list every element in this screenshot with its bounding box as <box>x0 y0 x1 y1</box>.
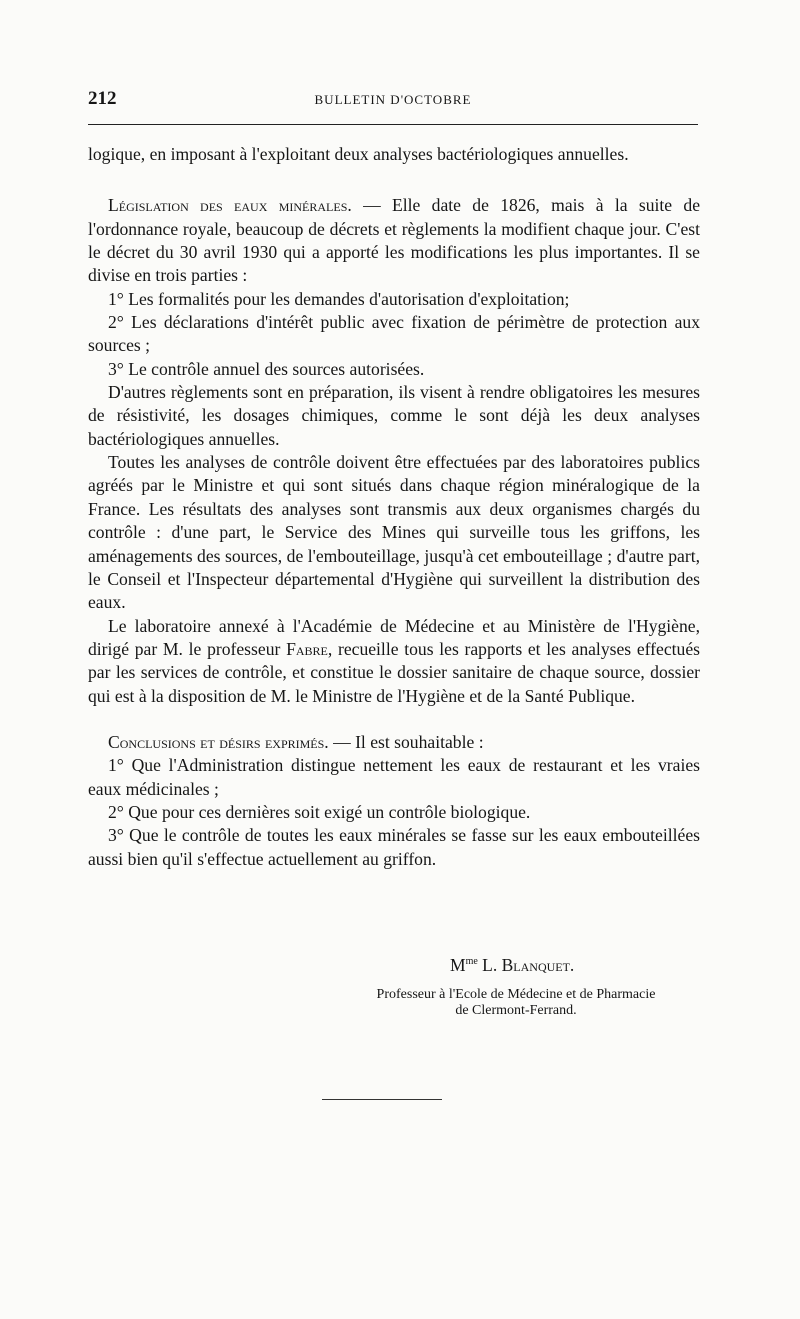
laboratory-text-start: Le laboratoire annexé à l'Académie de Médecine et au Ministère de l'Hygiène, dirigé par M. le professeur <box>88 615 700 659</box>
spacer <box>88 166 700 194</box>
list-item-3: 3° Le contrôle annuel des sources autorisées. <box>108 358 425 379</box>
conclusion-item-1: 1° Que l'Administration distingue nettement les eaux de restaurant et les vraies eaux médicinales ; <box>88 755 700 799</box>
conclusion-item-3: 3° Que le contrôle de toutes les eaux minérales se fasse sur les eaux embouteillées aussi bien qu'il s'effectue actuellement au griffon. <box>88 825 700 869</box>
section-heading-conclusions: Conclusions et désirs exprimés. <box>108 731 329 752</box>
conclusion-item-2: 2° Que pour ces dernières soit exigé un contrôle biologique. <box>108 801 531 822</box>
list-item-2: 2° Les déclarations d'intérêt public avec fixation de périmètre de protection aux sources ; <box>88 312 700 356</box>
list-item-1: 1° Les formalités pour les demandes d'autorisation d'exploitation; <box>108 288 570 309</box>
paragraph-other-rules: D'autres règlements sont en préparation, ils visent à rendre obligatoires les mesures de résistivité, les dosages chimiques, comme le sont déjà les deux analyses bactériologiques annuelles. <box>88 382 700 449</box>
author-title-sup: me <box>465 956 478 967</box>
end-rule <box>322 1099 442 1100</box>
professor-name: Fabre <box>286 638 328 659</box>
paragraph-laboratory <box>88 615 700 708</box>
author-initial: L. <box>482 955 498 975</box>
paragraph-intro: logique, en imposant à l'exploitant deux analyses bactériologiques annuelles. <box>88 144 629 164</box>
paragraph-legislation <box>88 194 700 287</box>
section-heading-legislation: Législation des eaux minérales. <box>108 195 352 216</box>
legislation-text: — Elle date de 1826, mais à la suite de l'ordonnance royale, beaucoup de décrets et règlements la modifient chaque jour. C'est le décret du 30 avril 1930 qui a apporté les modifications les plus importantes. Il se divise en trois parties : <box>88 195 700 286</box>
laboratory-text-end: , recueille tous les rapports et les analyses effectués par les services de contrôle, et constitue le dossier sanitaire de chaque source, dossier qui est à la disposition de M. le Ministre de l'Hygiène et de la Santé Publique. <box>88 638 700 706</box>
affiliation-line-1: Professeur à l'Ecole de Médecine et de Pharmacie <box>376 987 656 1002</box>
page-header <box>88 88 698 112</box>
author-title: $M^{me}$ <box>450 955 478 975</box>
author-signature <box>450 955 574 976</box>
author-surname: Blanquet. <box>501 955 575 975</box>
author-affiliation <box>300 987 732 1019</box>
page-number: 212 <box>88 88 117 109</box>
header-rule <box>88 124 698 125</box>
conclusions-text: — Il est souhaitable : <box>328 731 484 752</box>
running-title: BULLETIN D'OCTOBRE <box>314 92 472 107</box>
paragraph-conclusions <box>88 731 700 754</box>
paragraph-analyses: Toutes les analyses de contrôle doivent être effectuées par des laboratoires publics agréés par le Ministre et qui sont situés dans chaque région minéralogique de la France. Les résultats des analyses sont transmis aux deux organismes chargés du contrôle : d'une part, le Service des Mines qui surveille tous les griffons, les aménagements des sources, de l'embouteillage, jusqu'à cet embouteillage ; d'autre part, le Conseil et l'Inspecteur départemental d'Hygiène qui surveillent la distribution des eaux. <box>88 452 700 613</box>
spacer <box>88 708 700 731</box>
affiliation-line-2: de Clermont-Ferrand. <box>455 1003 577 1018</box>
article-body <box>88 143 700 871</box>
